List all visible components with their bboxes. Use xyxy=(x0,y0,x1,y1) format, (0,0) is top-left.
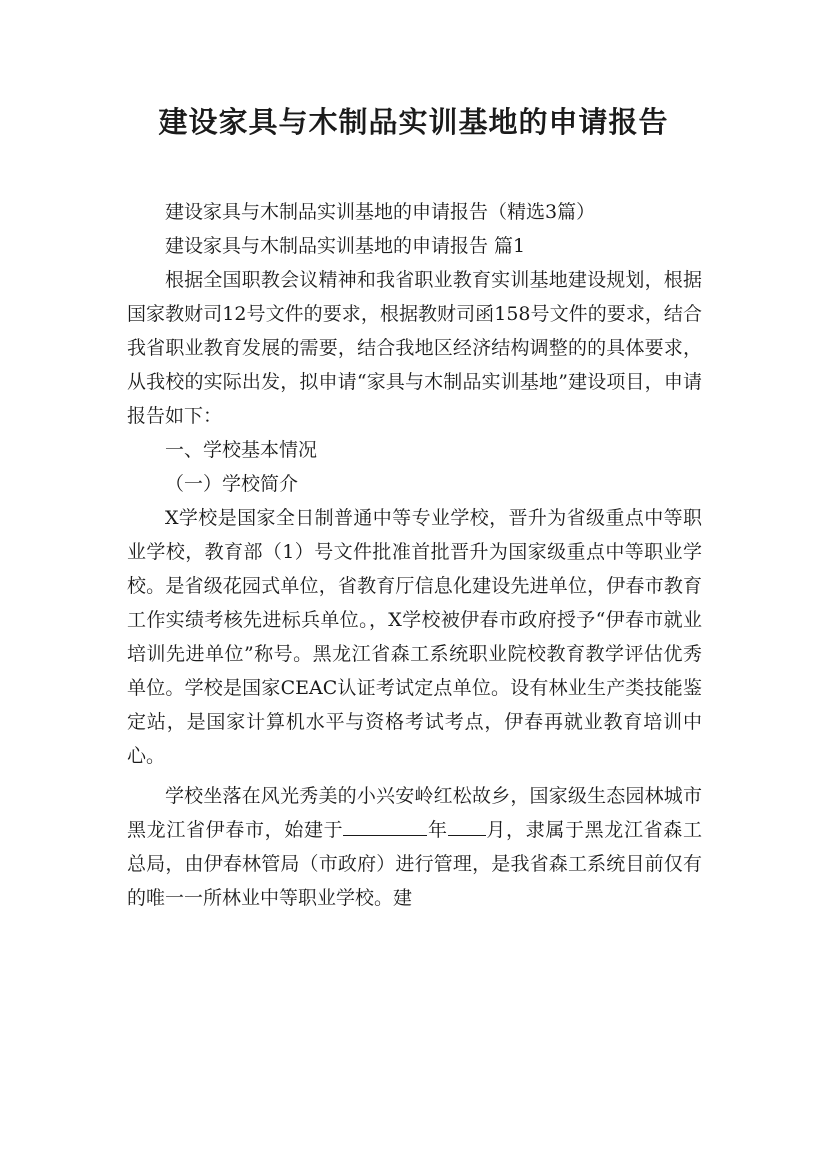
paragraph-heading-school-intro: （一）学校简介 xyxy=(165,473,299,495)
paragraph-section-heading: 建设家具与木制品实训基地的申请报告 篇1 xyxy=(165,235,526,257)
document-body xyxy=(127,195,702,915)
location-text-part2: 年 xyxy=(427,819,448,841)
year-blank xyxy=(343,813,427,836)
paragraph-school-description: X学校是国家全日制普通中等专业学校，晋升为省级重点中等职业学校，教育部（1）号文件批准首批晋升为国家级重点中等职业学校。是省级花园式单位，省教育厅信息化建设先进单位，伊春市教育工作实绩考核先进标兵单位。，X学校被伊春市政府授予“伊春市就业培训先进单位”称号。黑龙江省森工系统职业院校教育教学评估优秀单位。学校是国家CEAC认证考试定点单位。设有林业生产类技能鉴定站，是国家计算机水平与资格考试考点，伊春再就业教育培训中心。 xyxy=(127,507,702,767)
month-blank xyxy=(448,813,486,836)
paragraph-intro: 根据全国职教会议精神和我省职业教育实训基地建设规划，根据国家教财司12号文件的要求，根据教财司函158号文件的要求，结合我省职业教育发展的需要，结合我地区经济结构调整的的具体要求，从我校的实际出发，拟申请“家具与木制品实训基地”建设项目，申请报告如下： xyxy=(127,269,702,427)
paragraph-school-location xyxy=(127,779,702,915)
paragraph-subtitle: 建设家具与木制品实训基地的申请报告（精选3篇） xyxy=(165,201,596,223)
document-title: 建设家具与木制品实训基地的申请报告 xyxy=(158,105,669,139)
paragraph-heading-school-basics: 一、学校基本情况 xyxy=(165,439,318,461)
location-text-part3: 月，隶属于黑龙江省森工总局，由伊春林管局（市政府）进行管理，是我省森工系统目前仅有的唯一一所林业中等职业学校。建 xyxy=(127,819,702,909)
location-text-part1: 学校坐落在风光秀美的小兴安岭红松故乡，国家级生态园林城市黑龙江省伊春市，始建于 xyxy=(127,785,702,841)
